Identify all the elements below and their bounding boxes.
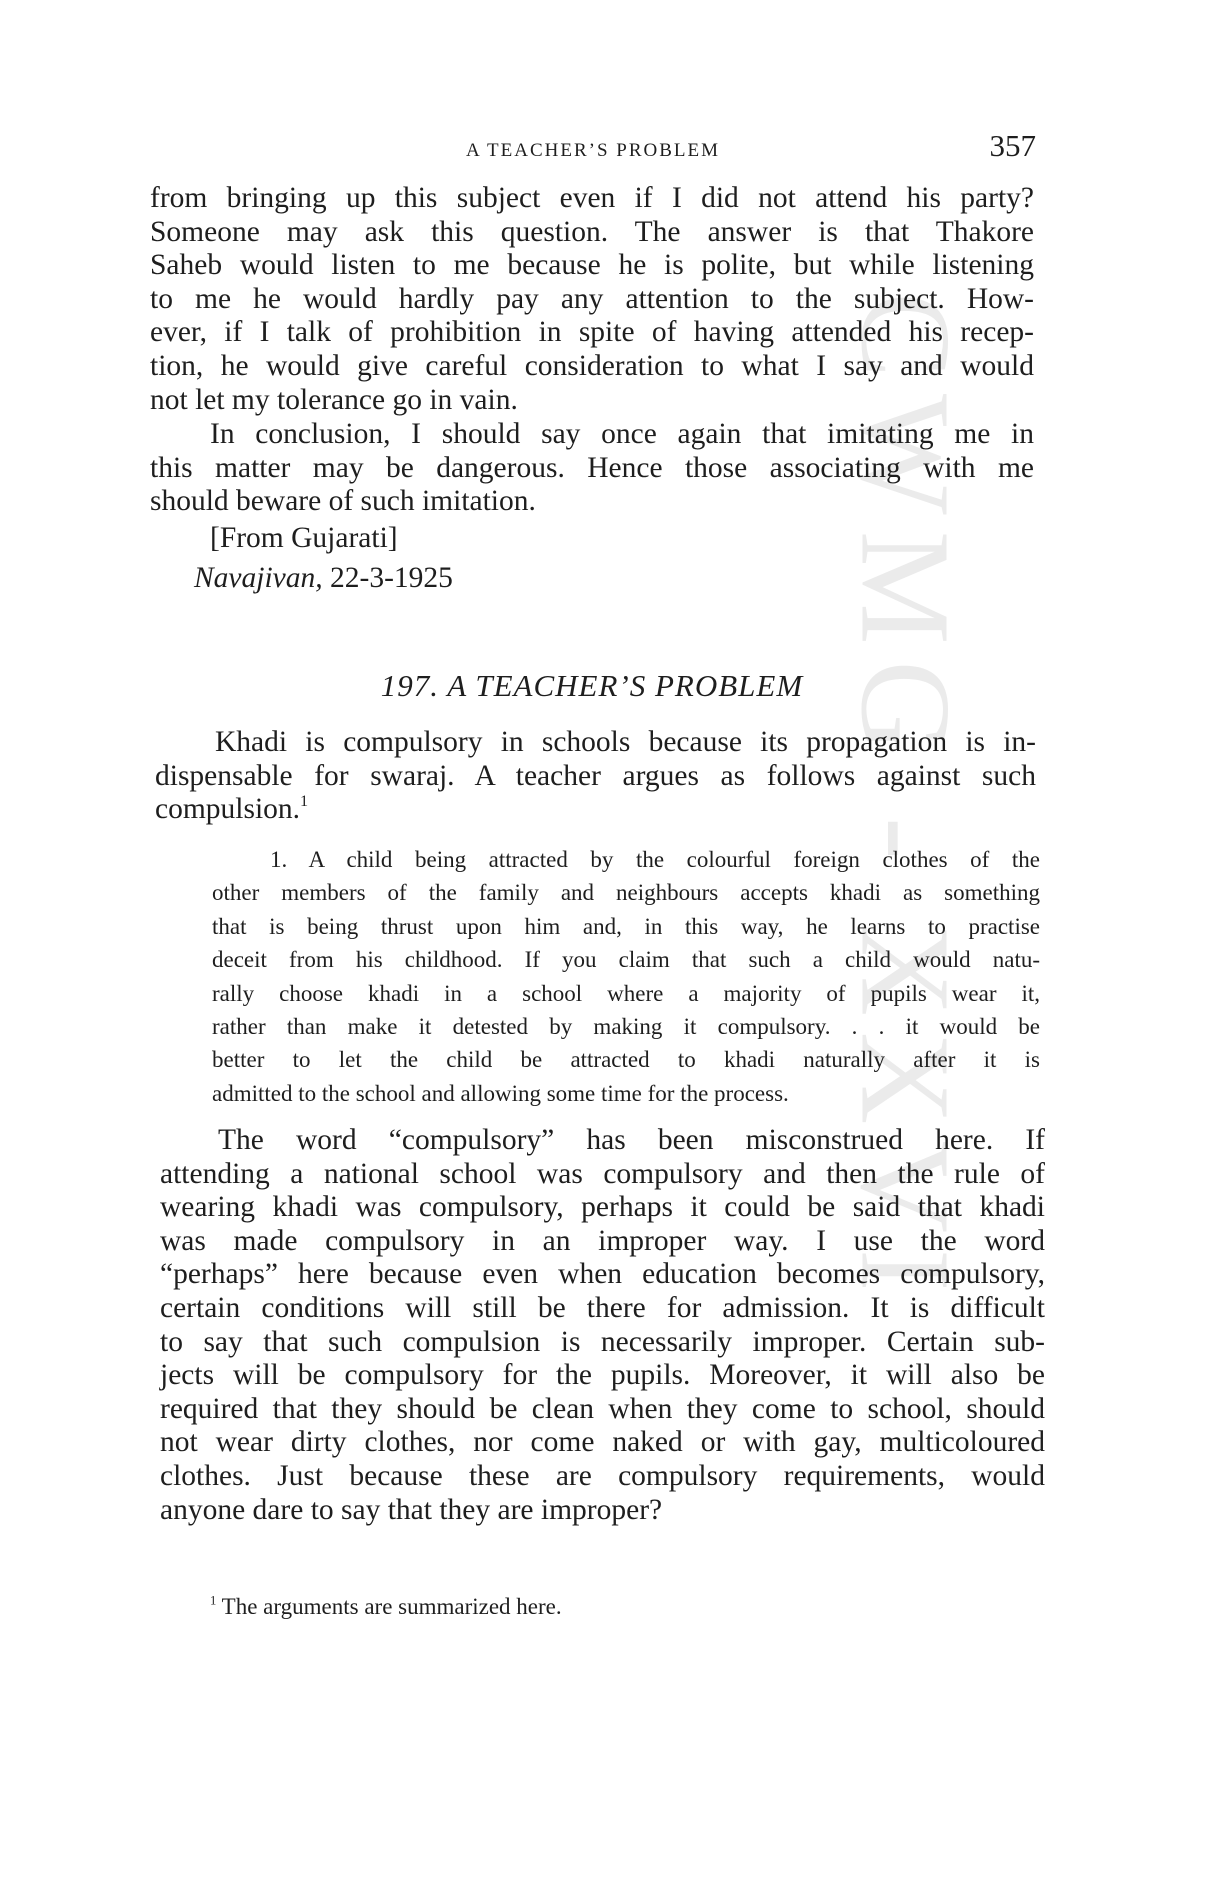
text-line: Saheb would listen to me because he is polite, but while listening bbox=[150, 249, 1034, 282]
text-line: jects will be compulsory for the pupils. Moreover, it will also be bbox=[160, 1359, 1045, 1392]
text-line: this matter may be dangerous. Hence those associating with me bbox=[150, 451, 1034, 484]
text-line: The word “compulsory” has been misconstrued here. If bbox=[218, 1124, 1045, 1156]
footnote bbox=[210, 1594, 562, 1620]
section-heading: 197. A TEACHER’S PROBLEM bbox=[380, 668, 804, 703]
text-line: tion, he would give careful consideration to what I say and would bbox=[150, 349, 1034, 382]
text-line: Someone may ask this question. The answer is that Thakore bbox=[150, 215, 1034, 248]
text-line: required that they should be clean when they come to school, should bbox=[160, 1392, 1045, 1425]
text-line: other members of the family and neighbours accepts khadi as something bbox=[212, 880, 1040, 906]
text-line: Khadi is compulsory in schools because its propagation is in- bbox=[215, 726, 1036, 758]
text-line: not wear dirty clothes, nor come naked or with gay, multicoloured bbox=[160, 1426, 1045, 1459]
intro-paragraph bbox=[155, 726, 1036, 827]
text-line: was made compulsory in an improper way. I use the word bbox=[160, 1224, 1045, 1257]
text-line: better to let the child be attracted to khadi naturally after it is bbox=[212, 1047, 1040, 1073]
running-head bbox=[150, 128, 1036, 168]
text-fragment: compulsion. bbox=[155, 793, 301, 826]
footnote-mark: 1 bbox=[210, 1593, 217, 1608]
publication-date: 22-3-1925 bbox=[330, 562, 453, 594]
text-line: from bringing up this subject even if I did not attend his party? bbox=[150, 182, 1034, 214]
publication-name: Navajivan, bbox=[194, 562, 323, 594]
quoted-argument bbox=[212, 843, 1040, 1110]
text-line: “perhaps” here because even when education becomes compulsory, bbox=[160, 1258, 1045, 1291]
text-line: anyone dare to say that they are improper? bbox=[160, 1493, 663, 1526]
text-line: dispensable for swaraj. A teacher argues as follows against such bbox=[155, 759, 1036, 792]
text-line: certain conditions will still be there for admission. It is difficult bbox=[160, 1291, 1045, 1324]
text-line bbox=[155, 793, 1036, 827]
text-line: to say that such compulsion is necessarily improper. Certain sub- bbox=[160, 1325, 1045, 1358]
conclusion-paragraph bbox=[150, 418, 1034, 519]
dateline bbox=[194, 562, 453, 595]
text-line: 1. A child being attracted by the colourful foreign clothes of the bbox=[270, 847, 1040, 872]
footnote-reference: 1 bbox=[300, 792, 309, 811]
footnote-text: The arguments are summarized here. bbox=[221, 1594, 562, 1619]
text-line: ever, if I talk of prohibition in spite of having attended his recep- bbox=[150, 316, 1034, 349]
text-line: clothes. Just because these are compulsory requirements, would bbox=[160, 1459, 1045, 1492]
text-line: should beware of such imitation. bbox=[150, 485, 536, 518]
text-line: attending a national school was compulsory and then the rule of bbox=[160, 1157, 1045, 1190]
text-line: not let my tolerance go in vain. bbox=[150, 383, 518, 416]
text-line: rally choose khadi in a school where a majority of pupils wear it, bbox=[212, 980, 1040, 1006]
watermark: CWMG - XXVI bbox=[834, 292, 977, 1308]
text-line: deceit from his childhood. If you claim that such a child would natu- bbox=[212, 947, 1040, 973]
text-line: that is being thrust upon him and, in this way, he learns to practise bbox=[212, 913, 1040, 939]
text-line: wearing khadi was compulsory, perhaps it could be said that khadi bbox=[160, 1191, 1045, 1224]
text-line: to me he would hardly pay any attention to the subject. How- bbox=[150, 282, 1034, 315]
source-note: [From Gujarati] bbox=[210, 522, 398, 554]
reply-paragraph bbox=[160, 1124, 1045, 1527]
text-line: In conclusion, I should say once again that imitating me in bbox=[210, 418, 1034, 450]
text-line: admitted to the school and allowing some time for the process. bbox=[212, 1080, 789, 1106]
running-title: A TEACHER’S PROBLEM bbox=[465, 140, 721, 161]
continuation-paragraph bbox=[150, 182, 1034, 417]
text-line: rather than make it detested by making it compulsory. . . it would be bbox=[212, 1014, 1040, 1040]
page-number: 357 bbox=[989, 128, 1036, 163]
